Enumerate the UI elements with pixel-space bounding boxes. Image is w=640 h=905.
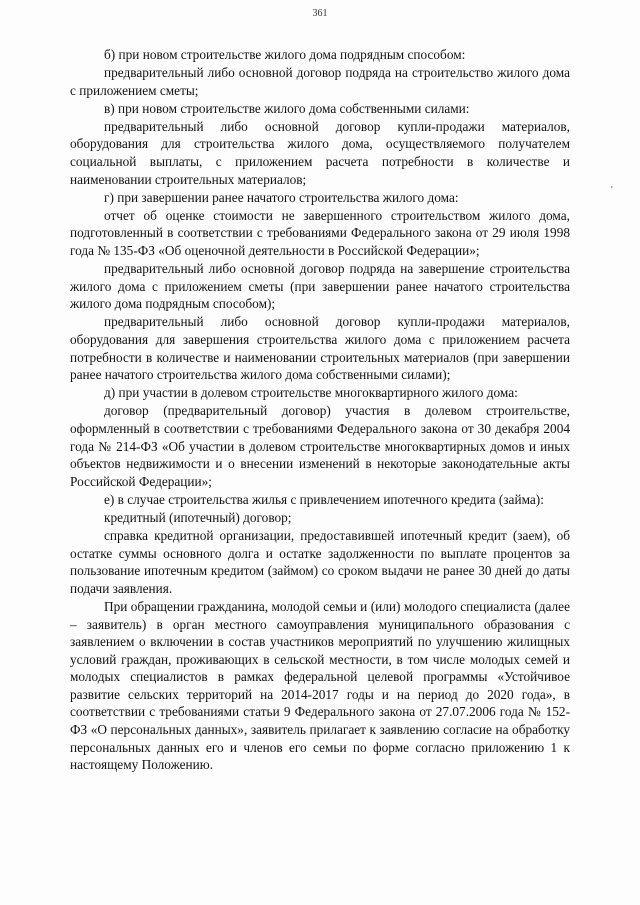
paragraph-completion-contract: предварительный либо основной договор подряда на завершение строительства жилого дома с приложением сметы (при завершении ранее начатого строительства жилого дома подрядным способом); — [70, 261, 570, 312]
document-body — [70, 46, 570, 774]
paragraph-subitem-b: б) при новом строительстве жилого дома подрядным способом: — [104, 47, 466, 62]
paragraph-subitem-g: г) при завершении ранее начатого строительства жилого дома: — [104, 189, 459, 205]
paragraph-bank-certificate: справка кредитной организации, предоставившей ипотечный кредит (заем), об остатке суммы основного долга и остатке задолженности по выплате процентов за пользование ипотечным кредитом (займом) со сроком выдачи не ранее 30 дней до даты подачи заявления. — [70, 528, 570, 596]
paragraph-contract-construction: предварительный либо основной договор подряда на строительство жилого дома с приложением сметы; — [70, 65, 570, 98]
paragraph-subitem-e: е) в случае строительства жилья с привлечением ипотечного кредита (займа): — [104, 491, 544, 507]
margin-mark: ' — [611, 185, 613, 196]
page-number: 361 — [312, 8, 328, 19]
paragraph-materials-contract: предварительный либо основной договор купли-продажи материалов, оборудования для строительства жилого дома, осуществляемого получателем социальной выплаты, с приложением расчета потребности в количестве и наименовании строительных материалов; — [70, 118, 570, 187]
paragraph-subitem-v: в) при новом строительстве жилого дома собственными силами: — [104, 100, 470, 116]
paragraph-applicant-consent: При обращении гражданина, молодой семьи и (или) молодого специалиста (далее – заявитель) в орган местного самоуправления муниципального образования с заявлением о включении в состав участников мероприятий по улучшению жилищных условий граждан, проживающих в сельской местности, в том числе молодых семей и молодых специалистов в рамках федеральной целевой программы «Устойчивое развитие сельских территорий на 2014-2017 годы и на период до 2020 года», в соответствии с требованиями статьи 9 Федерального закона от 27.07.2006 года № 152-ФЗ «О персональных данных», заявитель прилагает к заявлению согласие на обработку персональных данных его и членов его семьи по форме согласно приложению 1 к настоящему Положению. — [70, 598, 570, 773]
paragraph-valuation-report: отчет об оценке стоимости не завершенного строительством жилого дома, подготовленный в соответствии с требованиями Федерального закона от 29 июля 1998 года № 135-ФЗ «Об оценочной деятельности в Российской Федерации»; — [70, 207, 570, 259]
paragraph-completion-materials: предварительный либо основной договор купли-продажи материалов, оборудования для завершения строительства жилого дома с приложением расчета потребности в количестве и наименовании строительных материалов (при завершении ранее начатого строительства жилого дома собственными силами); — [70, 314, 570, 383]
paragraph-shared-construction-contract: договор (предварительный договор) участия в долевом строительстве, оформленный в соответствии с требованиями Федерального закона от 30 декабря 2004 года № 214-ФЗ «Об участии в долевом строительстве многоквартирных домов и иных объектов недвижимости и о внесении изменений в некоторые законодательные акты Российской Федерации»; — [70, 403, 570, 489]
paragraph-subitem-d: д) при участии в долевом строительстве многоквартирного жилого дома: — [104, 385, 518, 401]
paragraph-mortgage-contract: кредитный (ипотечный) договор; — [104, 509, 292, 525]
